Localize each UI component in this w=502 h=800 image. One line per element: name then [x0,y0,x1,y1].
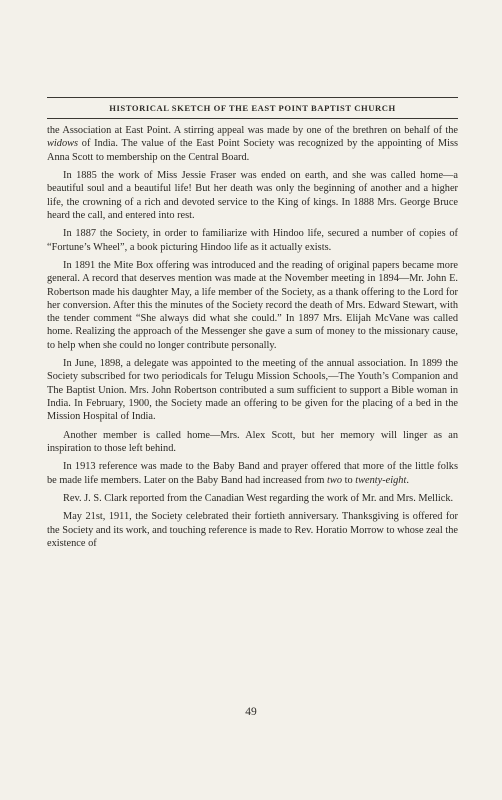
page-number: 49 [245,706,257,718]
paragraph: Another member is called home—Mrs. Alex Scott, but her memory will linger as an inspiration to those left behind. [47,429,458,454]
paragraph: In 1885 the work of Miss Jessie Fraser was ended on earth, and she was called home—a beautiful soul and a beautiful life! But her death was only the beginning of another and a higher life, the crowning of a rich and devoted service to the King of kings. In 1888 Mrs. George Bruce heard the call, and entered into rest. [47,169,458,221]
paragraph: In June, 1898, a delegate was appointed to the meeting of the annual association. In 1899 the Society subscribed for two periodicals for Telugu Mission Schools,—The Youth’s Companion and The Baptist Union. Mrs. John Robertson contributed a sum sufficient to support a Bible woman in India. In February, 1900, the Society made an offering to be given for the placing of a bed in the Mission Hospital of India. [47,358,458,423]
emphasis: two [327,474,342,486]
paragraph: Rev. J. S. Clark reported from the Canadian West regarding the work of Mr. and Mrs. Mellick. [63,493,454,505]
paragraph: In 1891 the Mite Box offering was introduced and the reading of original papers became more general. A record that deserves mention was made at the November meeting in 1894—Mr. John E. Robertson made his daughter May, a life member of the Society, as a thank offering to the Lord for her conversion. After this the minutes of the Society record the death of Mrs. Edward Stewart, with the tender comment “She always did what she could.” In 1897 Mrs. Elijah McVane was called home. Realizing the approach of the Messenger she gave a sum of money to the missionary cause, to help when she could no longer contribute personally. [47,259,458,351]
running-header [47,97,458,119]
emphasis: widows [47,138,79,150]
paragraph: In 1913 reference was made to the Baby Band and prayer offered that more of the little folks be made life members. Later on the Baby Band had increased from two to twenty-eight. [47,461,458,486]
paragraph: May 21st, 1911, the Society celebrated their fortieth anniversary. Thanksgiving is offered for the Society and its work, and touching reference is made to Rev. Horatio Morrow to whose zeal the existence of [47,511,458,550]
running-title: HISTORICAL SKETCH OF THE EAST POINT BAPTIST CHURCH [109,103,396,113]
paragraph: the Association at East Point. A stirring appeal was made by one of the brethren on behalf of the widows of India. The value of the East Point Society was recognized by the appointing of Miss Anna Scott to membership on the Central Board. [47,125,458,163]
emphasis: twenty-eight [355,474,407,486]
page-body [47,124,458,555]
paragraph: In 1887 the Society, in order to familiarize with Hindoo life, secured a number of copies of “Fortune’s Wheel”, a book picturing Hindoo life as it actually exists. [47,228,458,253]
